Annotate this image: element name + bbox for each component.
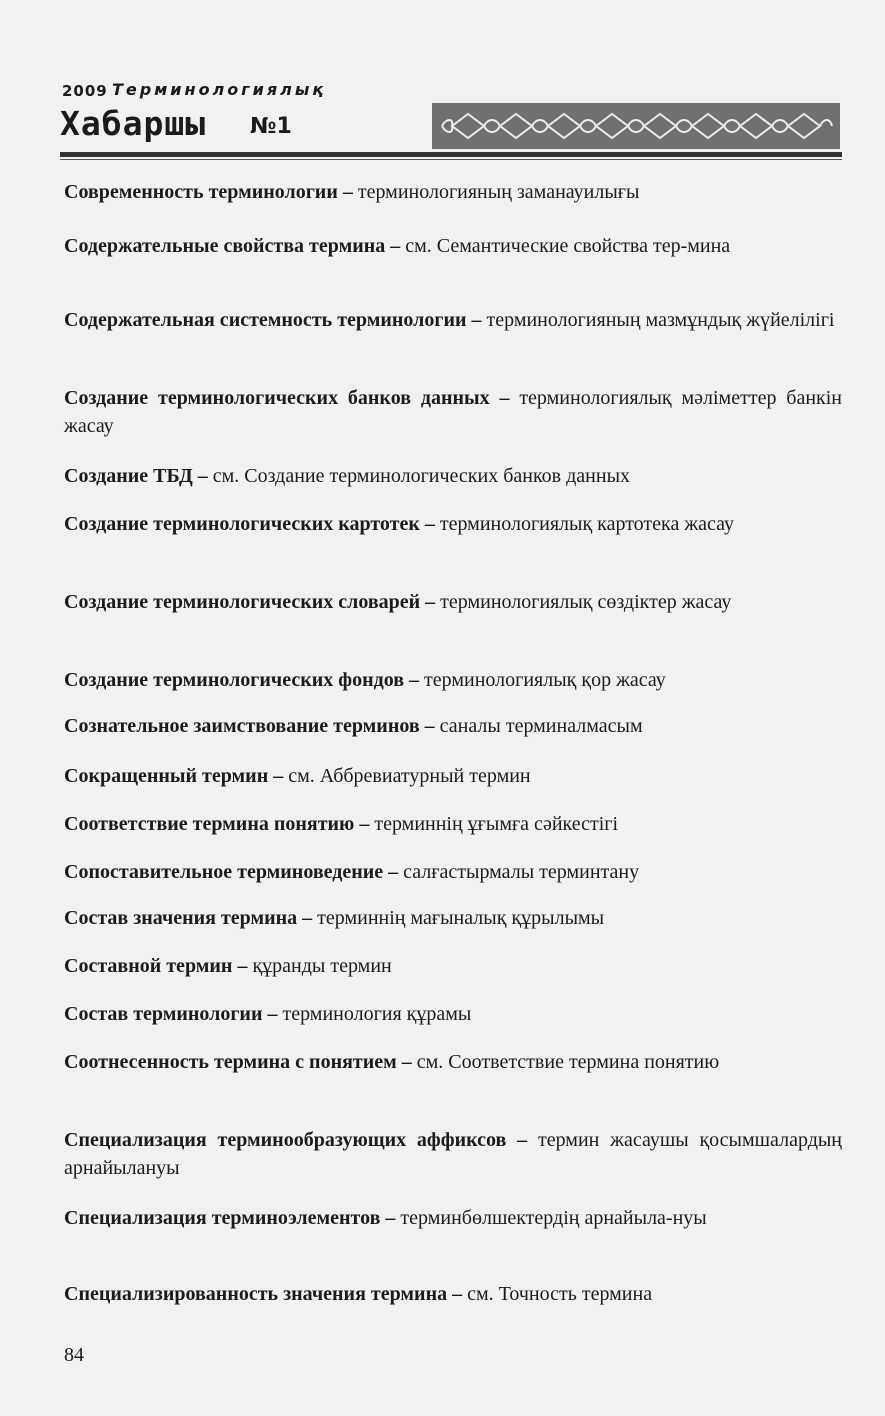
entry-dash: – <box>302 907 313 929</box>
glossary-entry <box>64 306 842 334</box>
entry-term: Составной термин <box>64 955 233 977</box>
entry-dash: – <box>273 765 284 787</box>
entry-definition: см. Создание терминологических банков данных <box>212 465 631 487</box>
entry-definition: терминологиялық сөздіктер жасау <box>440 591 732 613</box>
ornament-band-icon <box>432 103 840 149</box>
glossary-entry <box>64 952 842 980</box>
header-rule-thin <box>60 159 842 160</box>
entry-term: Специализированность значения термина <box>64 1283 448 1305</box>
glossary-entry <box>64 1048 842 1076</box>
entry-term: Состав значения термина <box>64 907 298 929</box>
entry-term: Соотнесенность термина с понятием <box>64 1051 397 1073</box>
entry-term: Состав терминологии <box>64 1003 263 1025</box>
entry-definition: салғастырмалы терминтану <box>403 861 640 883</box>
entry-term: Содержательная системность терминологии <box>64 309 467 331</box>
entry-term: Создание ТБД <box>64 465 193 487</box>
entry-term: Соответствие термина понятию <box>64 813 355 835</box>
entry-dash: – <box>499 387 510 409</box>
glossary-entry <box>64 810 842 838</box>
entry-definition: терминологияның заманауилығы <box>357 181 640 203</box>
glossary-entry <box>64 510 842 538</box>
glossary-entry <box>64 712 842 740</box>
entry-dash: – <box>401 1051 412 1073</box>
header-rule-thick <box>60 152 842 157</box>
entry-dash: – <box>359 813 370 835</box>
glossary-entry <box>64 858 842 886</box>
entry-dash: – <box>390 235 401 257</box>
header-issue: №1 <box>250 114 292 139</box>
glossary-entry <box>64 462 842 490</box>
entry-definition: терминнің ұғымға сәйкестігі <box>374 813 619 835</box>
entry-term: Создание терминологических банков данных <box>64 387 490 409</box>
entry-definition: см. Соответствие термина понятию <box>416 1051 720 1073</box>
glossary-entry <box>64 384 842 440</box>
entry-definition: құранды термин <box>252 955 392 977</box>
entry-term: Содержательные свойства термина <box>64 235 386 257</box>
entry-dash: – <box>452 1283 463 1305</box>
entry-term: Сознательное заимствование терминов <box>64 715 420 737</box>
header-title: Хабаршы <box>60 104 207 143</box>
entry-definition: терминологияның мазмұндық жүйелілігі <box>486 309 835 331</box>
entry-dash: – <box>471 309 482 331</box>
entry-definition: см. Точность термина <box>467 1283 653 1305</box>
entry-definition: терминбөлшектердің арнайыла-нуы <box>400 1207 707 1229</box>
header-year: 2009 <box>62 82 108 100</box>
entry-term: Сопоставительное терминоведение <box>64 861 384 883</box>
entry-term: Специализация терминоэлементов <box>64 1207 381 1229</box>
glossary-entry <box>64 762 842 790</box>
entry-dash: – <box>424 513 435 535</box>
entry-dash: – <box>342 181 353 203</box>
entry-definition: см. Аббревиатурный термин <box>288 765 531 787</box>
header-journal-word: Терминологиялық <box>112 80 327 99</box>
entry-dash: – <box>409 669 420 691</box>
entry-term: Создание терминологических фондов <box>64 669 405 691</box>
glossary-entry <box>64 904 842 932</box>
entry-term: Создание терминологических картотек <box>64 513 420 535</box>
glossary-entry <box>64 1000 842 1028</box>
entry-dash: – <box>517 1129 528 1151</box>
entry-definition: терминологиялық қор жасау <box>424 669 666 691</box>
entry-dash: – <box>388 861 399 883</box>
entry-term: Сокращенный термин <box>64 765 269 787</box>
entry-dash: – <box>424 715 435 737</box>
glossary-entry <box>64 1204 842 1232</box>
glossary-entry <box>64 1280 842 1308</box>
entry-term: Специализация терминообразующих аффиксов <box>64 1129 507 1151</box>
entry-dash: – <box>385 1207 396 1229</box>
glossary-entry <box>64 1126 842 1182</box>
glossary-entry <box>64 588 842 616</box>
entry-definition: терминологиялық мәліметтер банкін жасау <box>64 387 843 437</box>
entry-definition: см. Семантические свойства тер-мина <box>405 235 731 257</box>
page-number: 84 <box>64 1344 84 1366</box>
glossary-entry <box>64 666 842 694</box>
entry-dash: – <box>237 955 248 977</box>
glossary-entry <box>64 178 842 206</box>
entry-definition: термин жасаушы қосымшалардың арнайылануы <box>64 1129 843 1179</box>
entry-definition: саналы терминалмасым <box>439 715 643 737</box>
entry-definition: терминология құрамы <box>282 1003 472 1025</box>
journal-header <box>60 78 842 168</box>
entry-term: Современность терминологии <box>64 181 338 203</box>
entry-definition: терминологиялық картотека жасау <box>439 513 735 535</box>
entry-dash: – <box>197 465 208 487</box>
entry-term: Создание терминологических словарей <box>64 591 421 613</box>
entry-definition: терминнің мағыналық құрылымы <box>317 907 605 929</box>
entry-dash: – <box>267 1003 278 1025</box>
glossary-entry <box>64 232 842 260</box>
entry-dash: – <box>425 591 436 613</box>
